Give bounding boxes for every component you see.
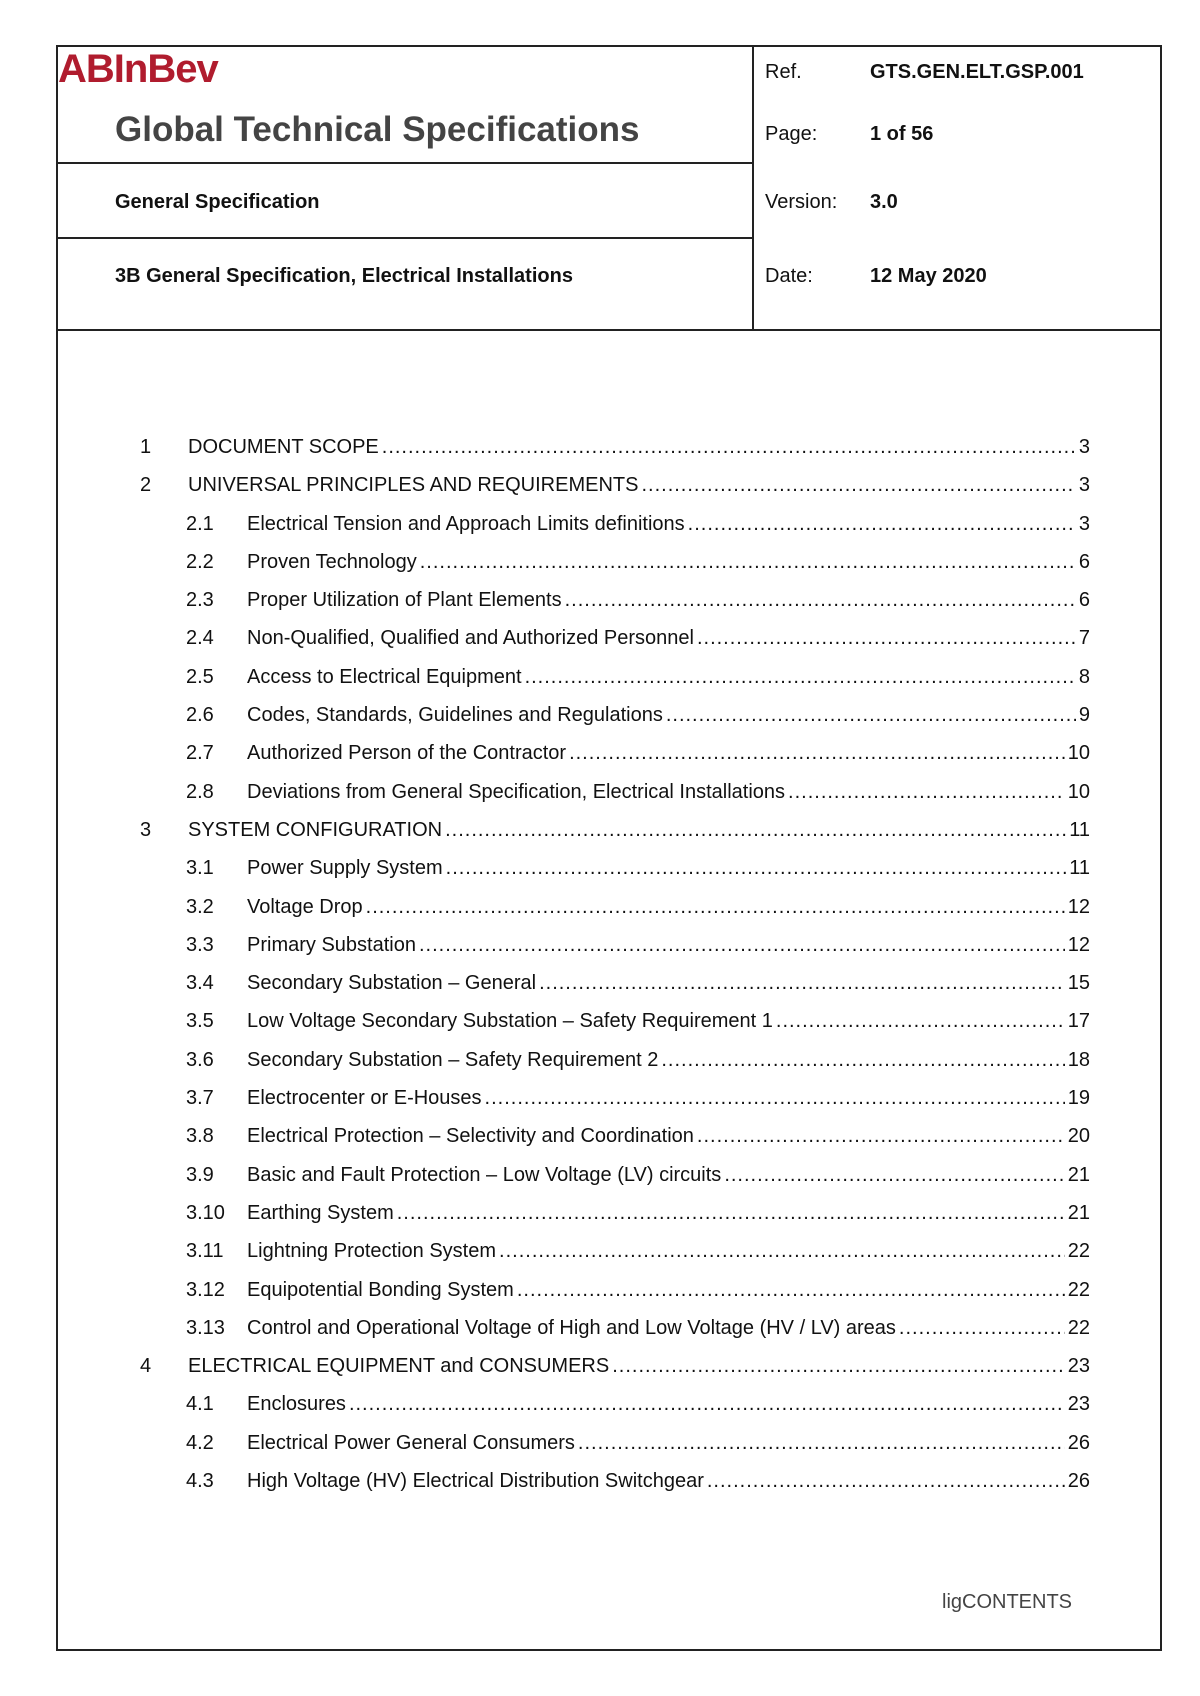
toc-entry[interactable] bbox=[140, 470, 1090, 508]
toc-entry-line bbox=[247, 1275, 1090, 1305]
header-divider-2 bbox=[56, 237, 754, 239]
toc-entry-page: 26 bbox=[1067, 1470, 1090, 1493]
page-value: 1 of 56 bbox=[870, 123, 934, 145]
toc-entry[interactable] bbox=[140, 700, 1090, 738]
toc-entry-title: Access to Electrical Equipment bbox=[247, 665, 522, 688]
toc-entry-page: 9 bbox=[1078, 704, 1090, 727]
toc-entry-line bbox=[247, 1428, 1090, 1458]
toc-dot-leader bbox=[499, 1236, 1065, 1266]
toc-entry-number: 4.2 bbox=[186, 1431, 214, 1454]
toc-entry-number: 3.4 bbox=[186, 972, 214, 995]
toc-entry-line bbox=[247, 738, 1090, 768]
toc-entry-line bbox=[247, 892, 1090, 922]
toc-dot-leader bbox=[578, 1428, 1065, 1458]
toc-dot-leader bbox=[899, 1313, 1065, 1343]
toc-entry-title: SYSTEM CONFIGURATION bbox=[188, 818, 443, 841]
toc-dot-leader bbox=[525, 662, 1076, 692]
toc-entry-page: 6 bbox=[1078, 589, 1090, 612]
document-title: Global Technical Specifications bbox=[115, 110, 640, 149]
toc-entry-line bbox=[247, 1160, 1090, 1190]
toc-entry[interactable] bbox=[140, 509, 1090, 547]
toc-entry-page: 22 bbox=[1067, 1316, 1090, 1339]
toc-entry-title: UNIVERSAL PRINCIPLES AND REQUIREMENTS bbox=[188, 474, 639, 497]
toc-entry-page: 7 bbox=[1078, 627, 1090, 650]
toc-entry-title: Lightning Protection System bbox=[247, 1240, 497, 1263]
toc-dot-leader bbox=[445, 815, 1066, 845]
toc-entry-line bbox=[247, 853, 1090, 883]
toc-entry[interactable] bbox=[140, 777, 1090, 815]
toc-entry-page: 3 bbox=[1078, 436, 1090, 458]
toc-entry-title: Authorized Person of the Contractor bbox=[247, 742, 567, 765]
toc-entry-line bbox=[247, 1236, 1090, 1266]
toc-entry-number: 3.3 bbox=[186, 933, 214, 956]
date-value: 12 May 2020 bbox=[870, 265, 987, 287]
toc-entry-page: 12 bbox=[1067, 895, 1090, 918]
toc-entry-page: 11 bbox=[1069, 818, 1090, 841]
toc-dot-leader bbox=[697, 623, 1076, 653]
toc-entry[interactable] bbox=[140, 968, 1090, 1006]
toc-entry-line bbox=[247, 968, 1090, 998]
toc-entry-page: 23 bbox=[1067, 1393, 1090, 1416]
footer-label: ligCONTENTS bbox=[942, 1591, 1073, 1613]
toc-entry-number: 3.1 bbox=[186, 857, 214, 880]
toc-entry-line bbox=[247, 1198, 1090, 1228]
toc-dot-leader bbox=[688, 509, 1076, 539]
toc-entry-page: 6 bbox=[1078, 550, 1090, 573]
toc-entry[interactable] bbox=[140, 930, 1090, 968]
toc-dot-leader bbox=[485, 1083, 1065, 1113]
toc-entry-page: 26 bbox=[1067, 1431, 1090, 1454]
ref-label: Ref. bbox=[765, 61, 802, 83]
toc-entry-number: 3.11 bbox=[186, 1240, 224, 1263]
toc-entry-title: Electrical Protection – Selectivity and Coordination bbox=[247, 1125, 694, 1148]
date-label: Date: bbox=[765, 265, 813, 287]
toc-entry[interactable] bbox=[140, 853, 1090, 891]
toc-entry-number: 4.3 bbox=[186, 1470, 214, 1493]
toc-entry-page: 22 bbox=[1067, 1278, 1090, 1301]
toc-dot-leader bbox=[776, 1006, 1065, 1036]
toc-entry-title: Low Voltage Secondary Substation – Safety Requirement 1 bbox=[247, 1010, 773, 1033]
toc-entry-page: 3 bbox=[1078, 512, 1090, 535]
toc-entry[interactable] bbox=[140, 432, 1090, 470]
toc-dot-leader bbox=[788, 777, 1065, 807]
toc-entry-title: Basic and Fault Protection – Low Voltage (LV) circuits bbox=[247, 1163, 722, 1186]
toc-entry-number: 3.7 bbox=[186, 1087, 214, 1110]
toc-entry-title: Non-Qualified, Qualified and Authorized Personnel bbox=[247, 627, 694, 650]
toc-entry[interactable] bbox=[140, 815, 1090, 853]
toc-entry-number: 3.10 bbox=[186, 1201, 225, 1224]
header-divider-vertical bbox=[752, 45, 754, 331]
toc-entry-line bbox=[247, 1045, 1090, 1075]
toc-entry-page: 8 bbox=[1078, 665, 1090, 688]
toc-entry[interactable] bbox=[140, 1006, 1090, 1044]
toc-entry-page: 12 bbox=[1067, 933, 1090, 956]
header-divider-bottom bbox=[56, 329, 1162, 331]
toc-entry-line bbox=[247, 623, 1090, 653]
toc-entry-title: High Voltage (HV) Electrical Distribution Switchgear bbox=[247, 1470, 704, 1493]
version-label: Version: bbox=[765, 191, 838, 213]
toc-entry-title: Proven Technology bbox=[247, 550, 417, 573]
toc-entry[interactable] bbox=[140, 1160, 1090, 1198]
toc-entry-page: 18 bbox=[1067, 1048, 1090, 1071]
toc-entry-page: 23 bbox=[1067, 1355, 1090, 1378]
toc-entry-title: Codes, Standards, Guidelines and Regulations bbox=[247, 704, 663, 727]
toc-entry[interactable] bbox=[140, 547, 1090, 585]
toc-dot-leader bbox=[666, 700, 1076, 730]
toc-entry-number: 4.1 bbox=[186, 1393, 214, 1416]
toc-entry-number: 2.8 bbox=[186, 780, 214, 803]
toc-entry-page: 10 bbox=[1067, 742, 1090, 765]
page-label: Page: bbox=[765, 123, 818, 145]
toc-entry-page: 22 bbox=[1067, 1240, 1090, 1263]
toc-dot-leader bbox=[419, 930, 1065, 960]
toc-entry-page: 15 bbox=[1067, 972, 1090, 995]
toc-entry-number: 3.5 bbox=[186, 1010, 214, 1033]
toc-entry-line bbox=[247, 1006, 1090, 1036]
toc-dot-leader bbox=[612, 1351, 1065, 1381]
toc-entry-number: 2.6 bbox=[186, 704, 214, 727]
toc-entry-line bbox=[247, 585, 1090, 615]
toc-dot-leader bbox=[724, 1160, 1064, 1190]
toc-entry-title: Electrical Tension and Approach Limits definitions bbox=[247, 512, 685, 535]
toc-entry-line bbox=[247, 1389, 1090, 1419]
toc-entry-page: 21 bbox=[1067, 1201, 1090, 1224]
toc-entry-number: 2 bbox=[140, 474, 152, 497]
toc-entry-number: 3.2 bbox=[186, 895, 214, 918]
spec-name: 3B General Specification, Electrical Installations bbox=[115, 265, 573, 287]
toc-entry-page: 20 bbox=[1067, 1125, 1090, 1148]
toc-entry[interactable] bbox=[140, 1121, 1090, 1159]
toc-entry-line bbox=[247, 1313, 1090, 1343]
toc-entry-line bbox=[247, 777, 1090, 807]
toc-entry-number: 2.3 bbox=[186, 589, 214, 612]
toc-entry-number: 3.13 bbox=[186, 1316, 225, 1339]
toc-entry-line bbox=[188, 432, 1090, 462]
toc-dot-leader bbox=[539, 968, 1065, 998]
toc-entry-number: 2.7 bbox=[186, 742, 214, 765]
toc-entry-number: 1 bbox=[140, 436, 152, 458]
toc-entry-title: Power Supply System bbox=[247, 857, 443, 880]
toc-dot-leader bbox=[397, 1198, 1065, 1228]
toc-entry-title: Voltage Drop bbox=[247, 895, 363, 918]
table-of-contents bbox=[140, 432, 1090, 1504]
toc-entry-line bbox=[247, 662, 1090, 692]
toc-entry-number: 3.8 bbox=[186, 1125, 214, 1148]
toc-entry[interactable] bbox=[140, 1275, 1090, 1313]
toc-entry-number: 3.6 bbox=[186, 1048, 214, 1071]
toc-dot-leader bbox=[565, 585, 1076, 615]
toc-entry[interactable] bbox=[140, 1389, 1090, 1427]
toc-entry[interactable] bbox=[140, 662, 1090, 700]
toc-entry-number: 3.9 bbox=[186, 1163, 214, 1186]
toc-entry-page: 3 bbox=[1078, 474, 1090, 497]
toc-entry[interactable] bbox=[140, 1198, 1090, 1236]
toc-entry-title: Secondary Substation – General bbox=[247, 972, 537, 995]
toc-entry-page: 21 bbox=[1067, 1163, 1090, 1186]
toc-entry-number: 3 bbox=[140, 818, 152, 841]
toc-entry-number: 3.12 bbox=[186, 1278, 225, 1301]
toc-entry-title: ELECTRICAL EQUIPMENT and CONSUMERS bbox=[188, 1355, 610, 1378]
toc-entry-title: Equipotential Bonding System bbox=[247, 1278, 514, 1301]
toc-dot-leader bbox=[697, 1121, 1065, 1151]
toc-entry[interactable] bbox=[140, 1466, 1090, 1504]
spec-type: General Specification bbox=[115, 191, 320, 213]
toc-entry-line bbox=[247, 1466, 1090, 1496]
toc-entry-line bbox=[247, 1121, 1090, 1151]
toc-dot-leader bbox=[382, 432, 1076, 462]
toc-entry-number: 2.2 bbox=[186, 550, 214, 573]
toc-dot-leader bbox=[349, 1389, 1065, 1419]
toc-entry[interactable] bbox=[140, 1083, 1090, 1121]
toc-entry-line bbox=[247, 1083, 1090, 1113]
toc-entry-title: Control and Operational Voltage of High and Low Voltage (HV / LV) areas bbox=[247, 1316, 896, 1339]
toc-entry[interactable] bbox=[140, 892, 1090, 930]
toc-entry-number: 2.4 bbox=[186, 627, 214, 650]
toc-entry[interactable] bbox=[140, 623, 1090, 661]
toc-entry[interactable] bbox=[140, 1313, 1090, 1351]
toc-entry[interactable] bbox=[140, 585, 1090, 623]
ref-value: GTS.GEN.ELT.GSP.001 bbox=[870, 61, 1084, 83]
toc-entry[interactable] bbox=[140, 738, 1090, 776]
toc-entry-line bbox=[247, 700, 1090, 730]
toc-entry-line bbox=[247, 509, 1090, 539]
toc-entry-line bbox=[188, 1351, 1090, 1381]
toc-entry-line bbox=[188, 470, 1090, 500]
version-value: 3.0 bbox=[870, 191, 898, 213]
toc-entry-title: Enclosures bbox=[247, 1393, 346, 1416]
toc-entry-title: Electrocenter or E-Houses bbox=[247, 1087, 482, 1110]
toc-entry-page: 10 bbox=[1067, 780, 1090, 803]
toc-dot-leader bbox=[641, 470, 1075, 500]
toc-entry[interactable] bbox=[140, 1351, 1090, 1389]
toc-entry-page: 11 bbox=[1069, 857, 1090, 880]
toc-entry-title: Proper Utilization of Plant Elements bbox=[247, 589, 562, 612]
toc-dot-leader bbox=[446, 853, 1067, 883]
toc-entry-number: 2.1 bbox=[186, 512, 214, 535]
toc-entry-page: 17 bbox=[1067, 1010, 1090, 1033]
toc-entry-title: Deviations from General Specification, Electrical Installations bbox=[247, 780, 786, 803]
toc-entry-title: DOCUMENT SCOPE bbox=[188, 436, 379, 458]
toc-entry[interactable] bbox=[140, 1428, 1090, 1466]
toc-dot-leader bbox=[517, 1275, 1065, 1305]
toc-entry-number: 4 bbox=[140, 1355, 152, 1378]
toc-entry-line bbox=[247, 930, 1090, 960]
toc-entry-title: Secondary Substation – Safety Requirement 2 bbox=[247, 1048, 659, 1071]
toc-entry-page: 19 bbox=[1067, 1087, 1090, 1110]
toc-entry-line bbox=[247, 547, 1090, 577]
toc-dot-leader bbox=[366, 892, 1065, 922]
company-logo: ABInBev bbox=[58, 47, 218, 91]
toc-dot-leader bbox=[420, 547, 1076, 577]
toc-entry-title: Electrical Power General Consumers bbox=[247, 1431, 575, 1454]
toc-entry-title: Primary Substation bbox=[247, 933, 416, 956]
toc-entry[interactable] bbox=[140, 1236, 1090, 1274]
toc-entry-title: Earthing System bbox=[247, 1201, 394, 1224]
toc-entry-line bbox=[188, 815, 1090, 845]
toc-entry[interactable] bbox=[140, 1045, 1090, 1083]
header-divider-1 bbox=[56, 162, 754, 164]
toc-entry-number: 2.5 bbox=[186, 665, 214, 688]
toc-dot-leader bbox=[569, 738, 1065, 768]
toc-dot-leader bbox=[661, 1045, 1064, 1075]
toc-dot-leader bbox=[707, 1466, 1065, 1496]
